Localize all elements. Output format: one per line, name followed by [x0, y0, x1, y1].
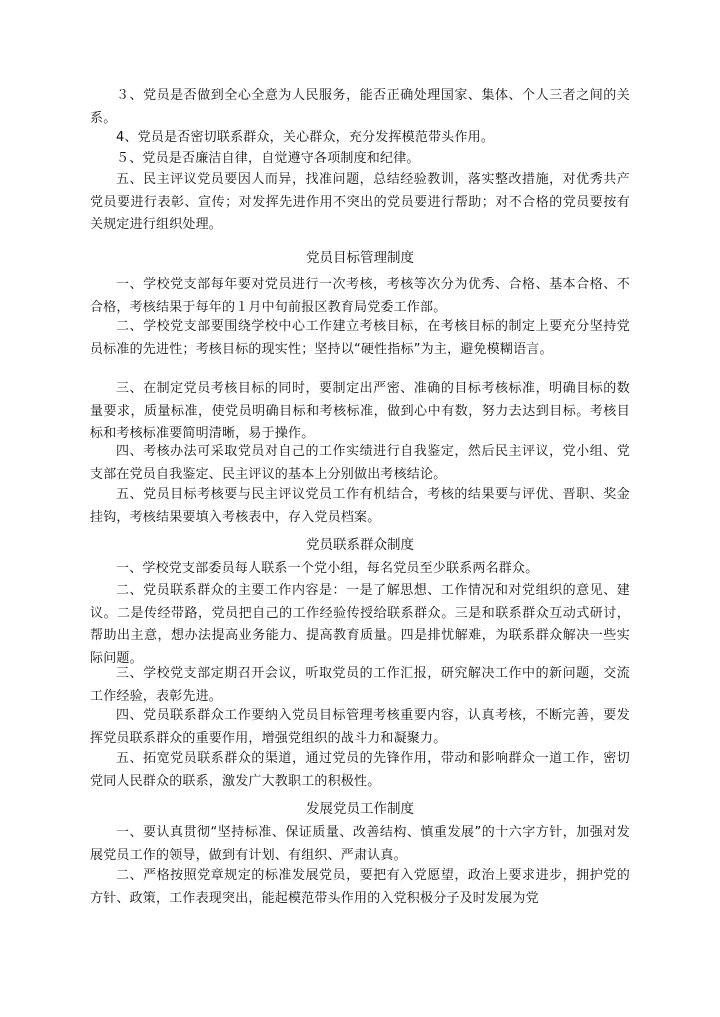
- section-title: 党员联系群众制度: [306, 537, 414, 553]
- paragraph: ５、党员是否廉洁自律，自觉遵守各项制度和纪律。: [116, 151, 420, 166]
- paragraph: 一、学校党支部每年要对党员进行一次考核，考核等次分为优秀、合格、基本合格、不合格，考核结果于每年的１月中旬前报区教育局党委工作部。: [90, 277, 630, 315]
- paragraph: 一、学校党支部委员每人联系一个党小组，每名党员至少联系两名群众。: [116, 561, 539, 576]
- section-title: 党员目标管理制度: [306, 250, 414, 266]
- paragraph: 三、学校党支部定期召开会议，听取党员的工作汇报，研究解决工作中的新问题，交流工作经验，表彰先进。: [90, 666, 630, 704]
- paragraph: ３、党员是否做到全心全意为人民服务，能否正确处理国家、集体、个人三者之间的关系。: [90, 88, 630, 126]
- paragraph: 五、民主评议党员要因人而异，找准问题，总结经验教训，落实整改措施，对优秀共产党员要进行表彰、宣传；对发挥先进作用不突出的党员要进行帮助；对不合格的党员要按有关规定进行组织处理。: [90, 172, 630, 232]
- paragraph: 二、学校党支部要围绕学校中心工作建立考核目标，在考核目标的制定上要充分坚持党员标准的先进性；考核目标的现实性；坚持以“硬性指标”为主，避免模糊语言。: [90, 319, 630, 357]
- paragraph: 二、严格按照党章规定的标准发展党员，要把有入党愿望，政治上要求进步，拥护党的方针、政策，工作表现突出，能起模范带头作用的入党积极分子及时发展为党: [90, 868, 630, 906]
- paragraph: 二、党员联系群众的主要工作内容是：一是了解思想、工作情况和对党组织的意见、建议。二是传经带路，党员把自己的工作经验传授给联系群众。三是和联系群众互动式研讨，帮助出主意，想办法提高业务能力、提高教育质量。四是排忧解难，为联系群众解决一些实际问题。: [90, 583, 630, 666]
- paragraph: 五、党员目标考核要与民主评议党员工作有机结合，考核的结果要与评优、晋职、奖金挂钩，考核结果要填入考核表中，存入党员档案。: [90, 487, 630, 525]
- paragraph: 四、考核办法可采取党员对自己的工作实绩进行自我鉴定，然后民主评议，党小组、党支部在党员自我鉴定、民主评议的基本上分别做出考核结论。: [90, 444, 630, 482]
- paragraph: 三、在制定党员考核目标的同时，要制定出严密、准确的目标考核标准，明确目标的数量要求，质量标准，使党员明确目标和考核标准，做到心中有数，努力去达到目标。考核目标和考核标准要简明清晰，易于操作。: [90, 381, 630, 441]
- section-title: 发展党员工作制度: [306, 801, 414, 817]
- paragraph: 四、党员联系群众工作要纳入党员目标管理考核重要内容，认真考核，不断完善，要发挥党员联系群众的重要作用，增强党组织的战斗力和凝聚力。: [90, 708, 630, 746]
- paragraph: 五、拓宽党员联系群众的渠道，通过党员的先锋作用，带动和影响群众一道工作，密切党同人民群众的联系，激发广大教职工的积极性。: [90, 751, 630, 789]
- paragraph: 一、要认真贯彻“坚持标准、保证质量、改善结构、慎重发展”的十六字方针，加强对发展党员工作的领导，做到有计划、有组织、严肃认真。: [90, 825, 630, 863]
- paragraph: 4、党员是否密切联系群众，关心群众，充分发挥模范带头作用。: [116, 130, 495, 145]
